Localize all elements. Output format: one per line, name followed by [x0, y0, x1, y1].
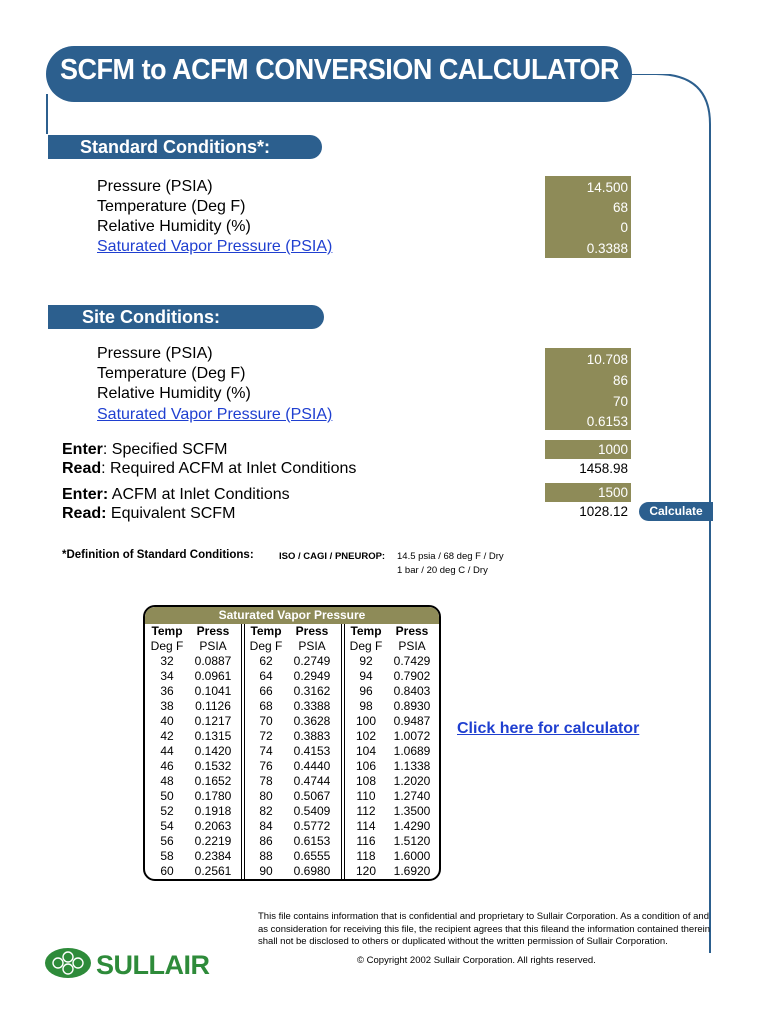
calculator-link[interactable]: Click here for calculator	[457, 720, 640, 737]
read-scfm-row	[62, 505, 235, 523]
disclaimer-text: This file contains information that is confidential and proprietary to Sullair Corporation. As a condition of and as consideration for receiving this file, the recipient agrees that this fileand the information contained therein shall not be disclosed to others or duplicated without the written permission of Sullair Corporation.	[258, 911, 711, 947]
definition-line-1: 14.5 psia / 68 deg F / Dry	[397, 551, 504, 562]
temp-cell: Deg F	[150, 639, 184, 653]
std-temperature-input[interactable]: 68	[612, 200, 628, 215]
table-header-row	[246, 624, 342, 639]
temp-cell: 54	[160, 819, 174, 833]
read-scfm-label: Equivalent SCFM	[106, 505, 236, 522]
site-temperature-input[interactable]: 86	[612, 373, 628, 388]
temp-cell: 88	[259, 849, 273, 863]
temp-cell: 42	[160, 729, 174, 743]
scfm-result: 1028.12	[579, 504, 628, 519]
std-temperature-label: Temperature (Deg F)	[97, 198, 246, 215]
press-cell: 0.8930	[393, 699, 431, 713]
temp-cell: 86	[259, 834, 273, 848]
table-row	[346, 759, 441, 774]
site-vapor-pressure-link[interactable]: Saturated Vapor Pressure (PSIA)	[97, 406, 333, 423]
table-row	[147, 729, 243, 744]
site-vapor-pressure-value: 0.6153	[586, 414, 628, 429]
temp-cell: 84	[259, 819, 273, 833]
temp-cell: 110	[356, 789, 376, 803]
table-row	[246, 849, 342, 864]
temp-cell: 72	[259, 729, 273, 743]
site-humidity-input[interactable]: 70	[612, 394, 628, 409]
read-key: Read	[62, 460, 102, 477]
temp-cell: 82	[259, 804, 273, 818]
press-cell: 1.6920	[393, 864, 431, 878]
table-row	[147, 864, 243, 879]
press-cell: 0.4440	[293, 759, 331, 773]
temp-cell: 74	[259, 744, 273, 758]
enter-key: Enter	[62, 441, 103, 458]
temp-cell: 100	[355, 714, 377, 728]
press-cell: 0.3162	[293, 684, 331, 698]
temp-cell: 120	[355, 864, 377, 878]
enter-scfm-row	[62, 441, 227, 459]
temp-cell: 112	[356, 804, 376, 818]
press-cell: 0.3883	[293, 729, 331, 743]
press-cell: 0.2949	[293, 669, 331, 683]
press-cell: 0.1041	[194, 684, 232, 698]
press-cell: 1.5120	[393, 834, 431, 848]
temp-cell: 46	[160, 759, 174, 773]
press-cell: PSIA	[398, 639, 426, 653]
enter-key: Enter:	[62, 486, 109, 503]
table-row	[346, 849, 441, 864]
page-title: SCFM to ACFM CONVERSION CALCULATOR	[60, 54, 620, 86]
std-pressure-input[interactable]: 14.500	[586, 180, 628, 195]
temp-cell: 48	[160, 774, 174, 788]
table-row	[346, 774, 441, 789]
temp-cell: 80	[259, 789, 273, 803]
press-cell: 0.8403	[393, 684, 431, 698]
table-row	[246, 714, 342, 729]
table-row	[346, 819, 441, 834]
press-cell: 1.6000	[393, 849, 431, 863]
table-row	[246, 729, 342, 744]
temp-cell: 108	[355, 774, 377, 788]
vapor-pressure-table	[143, 605, 441, 881]
standard-conditions-heading: Standard Conditions*:	[80, 137, 270, 157]
temp-cell: 68	[259, 699, 273, 713]
table-row	[246, 654, 342, 669]
temp-cell: 66	[259, 684, 273, 698]
press-cell: 1.2020	[393, 774, 431, 788]
table-row	[346, 864, 441, 879]
std-pressure-label: Pressure (PSIA)	[97, 178, 213, 195]
table-row	[346, 699, 441, 714]
press-cell: 0.6980	[293, 864, 331, 878]
press-cell: 0.6153	[293, 834, 331, 848]
press-cell: Press	[395, 624, 429, 638]
temp-cell: 114	[356, 819, 376, 833]
table-row	[246, 699, 342, 714]
press-cell: 0.1652	[194, 774, 232, 788]
temp-cell: 38	[160, 699, 174, 713]
acfm-input[interactable]: 1500	[545, 483, 631, 502]
press-cell: PSIA	[298, 639, 326, 653]
press-cell: 0.4153	[293, 744, 331, 758]
vapor-table-group	[246, 624, 342, 879]
table-row	[246, 819, 342, 834]
table-header-row	[346, 624, 441, 639]
press-cell: 0.0961	[194, 669, 232, 683]
scfm-input[interactable]: 1000	[545, 440, 631, 459]
temp-cell: 78	[259, 774, 273, 788]
press-cell: 1.4290	[393, 819, 431, 833]
table-row	[346, 714, 441, 729]
temp-cell: 98	[359, 699, 373, 713]
table-units-row	[346, 639, 441, 654]
temp-cell: Deg F	[249, 639, 283, 653]
temp-cell: Deg F	[349, 639, 383, 653]
vapor-table-group	[346, 624, 441, 879]
table-row	[346, 804, 441, 819]
press-cell: Press	[196, 624, 230, 638]
press-cell: 0.1217	[194, 714, 232, 728]
press-cell: 0.6555	[293, 849, 331, 863]
temp-cell: 92	[359, 654, 373, 668]
site-pressure-input[interactable]: 10.708	[586, 352, 628, 367]
read-key: Read:	[62, 505, 107, 522]
std-humidity-label: Relative Humidity (%)	[97, 218, 251, 235]
table-row	[246, 864, 342, 879]
vapor-table-group	[147, 624, 243, 879]
temp-cell: 102	[355, 729, 377, 743]
press-cell: 1.2740	[393, 789, 431, 803]
press-cell: 0.4744	[293, 774, 331, 788]
press-cell: 0.3388	[293, 699, 331, 713]
temp-cell: 50	[160, 789, 174, 803]
table-row	[147, 804, 243, 819]
press-cell: 0.1126	[195, 699, 231, 713]
temp-cell: Temp	[350, 624, 382, 638]
table-row	[246, 669, 342, 684]
temp-cell: 36	[160, 684, 174, 698]
enter-acfm-row	[62, 486, 290, 504]
calculate-button[interactable]: Calculate	[639, 502, 713, 521]
vapor-table-title: Saturated Vapor Pressure	[145, 607, 439, 624]
definition-line-2: 1 bar / 20 deg C / Dry	[397, 565, 488, 576]
table-row	[147, 744, 243, 759]
acfm-result: 1458.98	[579, 461, 628, 476]
press-cell: 0.9487	[393, 714, 431, 728]
temp-cell: 32	[160, 654, 174, 668]
temp-cell: 56	[160, 834, 174, 848]
press-cell: 1.3500	[393, 804, 431, 818]
press-cell: 0.2561	[194, 864, 232, 878]
read-acfm-label: : Required ACFM at Inlet Conditions	[101, 460, 357, 477]
sullair-logo	[44, 946, 244, 985]
temp-cell: 44	[160, 744, 174, 758]
table-row	[346, 729, 441, 744]
enter-scfm-label: : Specified SCFM	[102, 441, 228, 458]
site-pressure-label: Pressure (PSIA)	[97, 345, 213, 362]
table-row	[246, 744, 342, 759]
table-row	[147, 684, 243, 699]
table-row	[147, 654, 243, 669]
press-cell: Press	[295, 624, 329, 638]
press-cell: 0.2749	[293, 654, 331, 668]
table-row	[346, 834, 441, 849]
temp-cell: 94	[359, 669, 373, 683]
table-row	[346, 654, 441, 669]
press-cell: 0.1780	[194, 789, 232, 803]
table-row	[147, 759, 243, 774]
temp-cell: 52	[160, 804, 174, 818]
press-cell: 0.5067	[293, 789, 331, 803]
press-cell: 1.0072	[393, 729, 431, 743]
temp-cell: Temp	[151, 624, 183, 638]
table-row	[346, 744, 441, 759]
table-row	[147, 834, 243, 849]
definition-label: *Definition of Standard Conditions:	[62, 549, 254, 561]
copyright-text: © Copyright 2002 Sullair Corporation. All rights reserved.	[357, 955, 596, 966]
press-cell: 0.1315	[194, 729, 232, 743]
table-row	[246, 834, 342, 849]
table-row	[147, 819, 243, 834]
table-row	[147, 849, 243, 864]
definition-orgs: ISO / CAGI / PNEUROP:	[279, 551, 386, 562]
press-cell: 0.1420	[194, 744, 232, 758]
temp-cell: 62	[259, 654, 273, 668]
std-vapor-pressure-value: 0.3388	[586, 241, 628, 256]
table-row	[246, 759, 342, 774]
press-cell: 0.0887	[194, 654, 232, 668]
table-row	[246, 684, 342, 699]
table-row	[346, 684, 441, 699]
site-humidity-label: Relative Humidity (%)	[97, 385, 251, 402]
site-temperature-label: Temperature (Deg F)	[97, 365, 246, 382]
temp-cell: 118	[356, 849, 376, 863]
press-cell: 0.7429	[393, 654, 431, 668]
logo-text: SULLAIR	[96, 950, 210, 980]
temp-cell: 34	[160, 669, 174, 683]
table-row	[147, 789, 243, 804]
temp-cell: 96	[359, 684, 373, 698]
press-cell: 0.5772	[293, 819, 331, 833]
table-row	[147, 669, 243, 684]
press-cell: 0.1532	[194, 759, 232, 773]
temp-cell: 58	[160, 849, 174, 863]
press-cell: 0.2384	[194, 849, 232, 863]
press-cell: PSIA	[199, 639, 227, 653]
press-cell: 0.3628	[293, 714, 331, 728]
temp-cell: 76	[259, 759, 273, 773]
temp-cell: 90	[259, 864, 273, 878]
press-cell: 0.1918	[194, 804, 232, 818]
table-units-row	[147, 639, 243, 654]
temp-cell: 116	[356, 834, 376, 848]
enter-acfm-label: ACFM at Inlet Conditions	[108, 486, 290, 503]
press-cell: 1.0689	[393, 744, 431, 758]
temp-cell: 104	[355, 744, 377, 758]
press-cell: 1.1338	[393, 759, 431, 773]
site-conditions-heading: Site Conditions:	[82, 307, 220, 327]
table-row	[147, 774, 243, 789]
table-row	[246, 789, 342, 804]
temp-cell: 60	[160, 864, 174, 878]
table-units-row	[246, 639, 342, 654]
table-row	[346, 669, 441, 684]
temp-cell: 64	[259, 669, 273, 683]
std-vapor-pressure-link[interactable]: Saturated Vapor Pressure (PSIA)	[97, 238, 333, 255]
press-cell: 0.2063	[194, 819, 232, 833]
temp-cell: 70	[259, 714, 273, 728]
temp-cell: Temp	[250, 624, 282, 638]
temp-cell: 106	[355, 759, 377, 773]
table-row	[147, 714, 243, 729]
table-row	[346, 789, 441, 804]
temp-cell: 40	[160, 714, 174, 728]
table-row	[147, 699, 243, 714]
table-row	[246, 804, 342, 819]
read-acfm-row	[62, 460, 356, 478]
std-humidity-input[interactable]: 0	[620, 220, 628, 235]
press-cell: 0.7902	[393, 669, 431, 683]
table-row	[246, 774, 342, 789]
press-cell: 0.2219	[194, 834, 232, 848]
table-header-row	[147, 624, 243, 639]
press-cell: 0.5409	[293, 804, 331, 818]
